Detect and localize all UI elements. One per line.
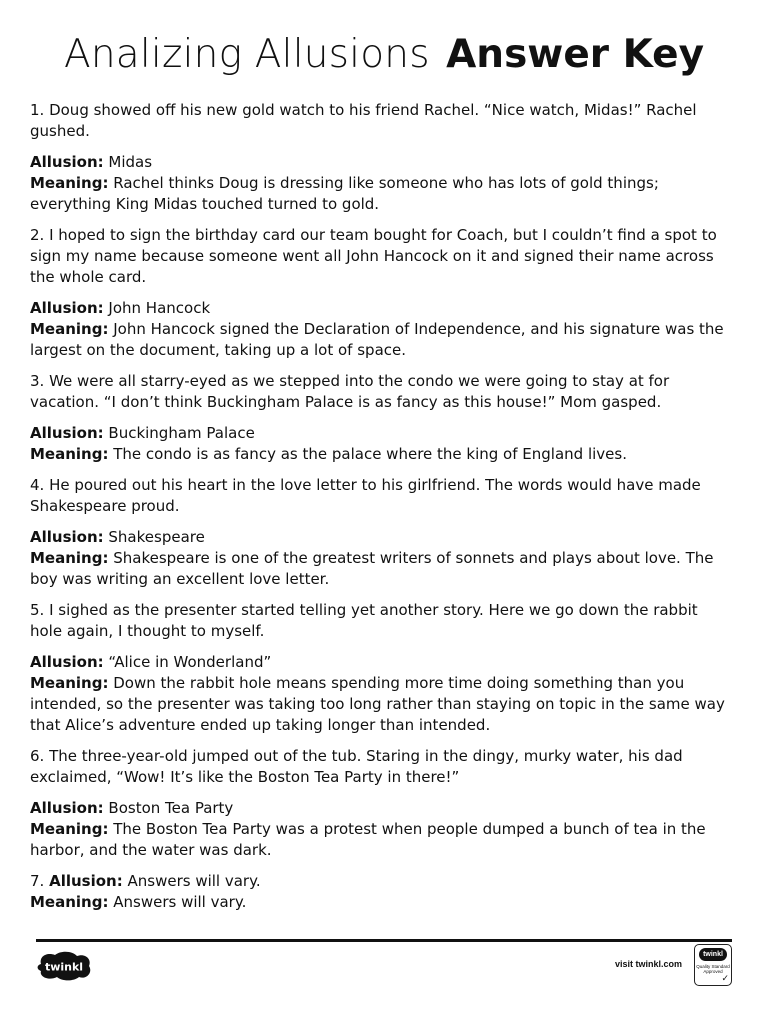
item-5: [30, 600, 730, 736]
meaning-value: The Boston Tea Party was a protest when people dumped a bunch of tea in the harbor, and the water was dark.: [30, 820, 706, 859]
meaning-value: Shakespeare is one of the greatest writers of sonnets and plays about love. The boy was writing an excellent love letter.: [30, 549, 714, 588]
logo-text: twinkl: [44, 960, 84, 974]
answer-block: [30, 152, 730, 215]
checkmark-icon: ✓: [721, 974, 729, 984]
allusion-label: Allusion:: [30, 653, 104, 671]
question-text: 5. I sighed as the presenter started telling yet another story. Here we go down the rabbit hole again, I thought to myself.: [30, 601, 698, 640]
answer-key-list: [30, 100, 730, 913]
page-title: [0, 30, 768, 80]
meaning-label: Meaning:: [30, 674, 109, 692]
meaning-value: Answers will vary.: [113, 893, 247, 911]
allusion-label: Allusion:: [30, 528, 104, 546]
title-emphasis: Answer Key: [446, 32, 704, 77]
allusion-label: Allusion:: [30, 424, 104, 442]
answer-block: [30, 527, 730, 590]
allusion-label: Allusion:: [30, 299, 104, 317]
badge-logo: twinkl: [699, 948, 727, 961]
footer-divider: [36, 939, 732, 942]
meaning-value: Down the rabbit hole means spending more time doing something than you intended, so the presenter was taking too long rather than staying on topic in the same way that Alice’s adventure ended up taking longer than intended.: [30, 674, 725, 734]
meaning-label: Meaning:: [30, 320, 109, 338]
question-text: 4. He poured out his heart in the love letter to his girlfriend. The words would have made Shakespeare proud.: [30, 476, 701, 515]
meaning-label: Meaning:: [30, 549, 109, 567]
item-6: [30, 746, 730, 861]
visit-link[interactable]: visit twinkl.com: [615, 959, 683, 969]
meaning-label: Meaning:: [30, 820, 109, 838]
question-text: 3. We were all starry-eyed as we stepped into the condo we were going to stay at for vacation. “I don’t think Buckingham Palace is as fancy as this house!” Mom gasped.: [30, 372, 670, 411]
allusion-value: Shakespeare: [108, 528, 205, 546]
meaning-value: John Hancock signed the Declaration of Independence, and his signature was the largest on the document, taking up a lot of space.: [30, 320, 724, 359]
quality-badge: [694, 944, 732, 986]
allusion-value: Buckingham Palace: [108, 424, 255, 442]
answer-block: [30, 298, 730, 361]
twinkl-logo[interactable]: [35, 950, 93, 982]
meaning-label: Meaning:: [30, 174, 109, 192]
meaning-label: Meaning:: [30, 445, 109, 463]
question-text: 6. The three-year-old jumped out of the tub. Staring in the dingy, murky water, his dad exclaimed, “Wow! It’s like the Boston Tea Party in there!”: [30, 747, 683, 786]
allusion-value: Answers will vary.: [127, 872, 261, 890]
allusion-label: Allusion:: [30, 153, 104, 171]
badge-caption: Quality Standard Approved: [696, 964, 730, 974]
allusion-value: Boston Tea Party: [108, 799, 234, 817]
item-4: [30, 475, 730, 590]
item-7: [30, 871, 730, 913]
item-1: [30, 100, 730, 215]
allusion-value: “Alice in Wonderland”: [108, 653, 272, 671]
allusion-label: Allusion:: [30, 799, 104, 817]
answer-block: [30, 652, 730, 736]
item-3: [30, 371, 730, 465]
meaning-value: Rachel thinks Doug is dressing like someone who has lots of gold things; everything King Midas touched turned to gold.: [30, 174, 659, 213]
item-number: 7.: [30, 872, 45, 890]
answer-block: [30, 798, 730, 861]
allusion-value: John Hancock: [108, 299, 211, 317]
question-text: 1. Doug showed off his new gold watch to his friend Rachel. “Nice watch, Midas!” Rachel gushed.: [30, 101, 697, 140]
question-text: 2. I hoped to sign the birthday card our team bought for Coach, but I couldn’t find a spot to sign my name because someone went all John Hancock on it and signed their name across the whole card.: [30, 226, 717, 286]
answer-block: [30, 423, 730, 465]
title-main: Analizing Allusions: [64, 32, 430, 77]
meaning-label: Meaning:: [30, 893, 109, 911]
item-2: [30, 225, 730, 361]
allusion-label: Allusion:: [49, 872, 123, 890]
allusion-value: Midas: [108, 153, 153, 171]
meaning-value: The condo is as fancy as the palace where the king of England lives.: [113, 445, 627, 463]
